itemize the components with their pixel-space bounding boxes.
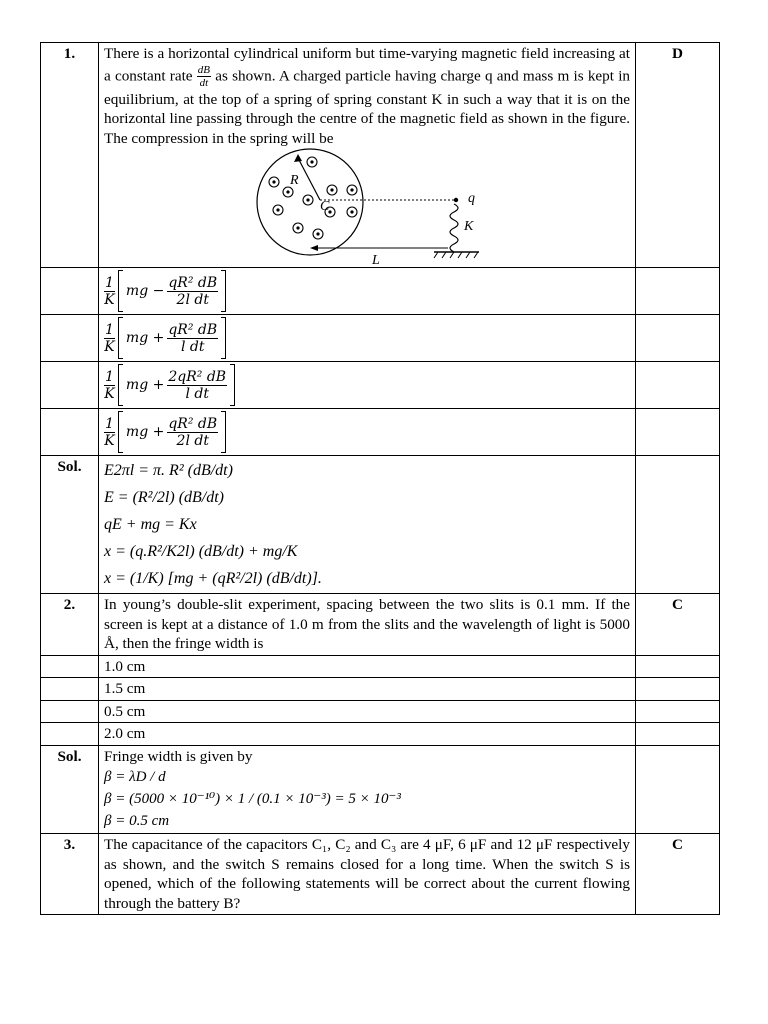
option-b[interactable]: 1.5 cm [99,678,636,701]
question-number: 3. [41,834,99,915]
magnetic-field-figure [254,148,514,266]
option-row [41,700,720,723]
solution-line: β = (5000 × 10⁻¹⁰) × 1 / (0.1 × 10⁻³) = 5 × 10⁻³ [104,791,401,808]
solution-line: E = (R²/2l) (dB/dt) [104,489,225,507]
option-b[interactable]: $\frac{1}{K}$ mg + $\frac{\text{qR² dB}}{\text{l dt}}$ [104,316,630,360]
solution-label: Sol. [41,456,99,594]
question-number: 1. [41,43,99,268]
solution-row-1 [41,456,720,594]
question-text: In young’s double-slit experiment, spacing between the two slits is 0.1 mm. If the screen is kept at a distance of 1.0 m from the slits and the wavelength of light is 5000 Å, then the fringe width is [99,594,636,656]
svg-text:q: q [468,191,475,207]
option-a[interactable]: $\frac{1}{K}$ mg − $\frac{\text{qR² dB}}{\text{2l dt}}$ [104,269,630,313]
solution-line: x = (q.R²/K2l) (dB/dt) + mg/K [104,543,298,561]
option-d[interactable]: $\frac{1}{K}$ mg + $\frac{\text{qR² dB}}{\text{2l dt}}$ [104,410,630,454]
solution-line: β = 0.5 cm [104,813,170,830]
solution-line: qE + mg = Kx [104,516,197,534]
option-row [41,678,720,701]
option-d[interactable]: 2.0 cm [99,723,636,746]
answer-key: D [636,43,720,268]
option-row [41,268,720,315]
option-row [41,315,720,362]
option-c[interactable]: $\frac{1}{K}$ mg + $\frac{\text{2qR² dB}}{\text{l dt}}$ [104,363,630,407]
svg-text:K: K [464,219,474,235]
solution-line: β = λD / d [104,769,166,786]
solution-label: Sol. [41,745,99,834]
question-text-cell [99,43,636,268]
solution-line: E2πl = π. R² (dB/dt) [104,462,233,480]
solution-intro: Fringe width is given by [104,747,253,765]
question-row-1 [41,43,720,268]
question-table [40,42,720,915]
question-row-2 [41,594,720,656]
solution-cell [99,456,636,594]
solution-cell [99,745,636,834]
svg-text:C: C [320,199,330,215]
answer-key: C [636,594,720,656]
svg-text:L: L [372,253,380,267]
solution-row-2 [41,745,720,834]
solution-line: x = (1/K) [mg + (qR²/2l) (dB/dt)]. [104,570,322,588]
option-row [41,655,720,678]
question-text: There is a horizontal cylindrical uniform but time-varying magnetic field increasing at a constant rate $\frac{dB}{dt}$ as shown. A charged particle having charge q and mass m is kept in equilibrium, at the top of a spring of spring constant K in such a way that it is on the horizontal line passing through the centre of the magnetic field as shown in the figure. The compression in the spring will be [104,45,631,147]
rate-fraction: $\frac{dB}{dt}$ [197,63,210,90]
option-row [41,409,720,456]
svg-text:R: R [290,173,299,189]
answer-key: C [636,834,720,915]
question-number: 2. [41,594,99,656]
question-text: The capacitance of the capacitors C₁, C₂ and C₃ are 4 μF, 6 μF and 12 μF respectively as shown, and the switch S remains closed for a long time. When the switch S is opened, which of the following statements will be correct about the current flowing through the battery B? [99,834,636,915]
option-row [41,362,720,409]
option-a[interactable]: 1.0 cm [99,655,636,678]
option-c[interactable]: 0.5 cm [99,700,636,723]
option-row [41,723,720,746]
question-row-3 [41,834,720,915]
